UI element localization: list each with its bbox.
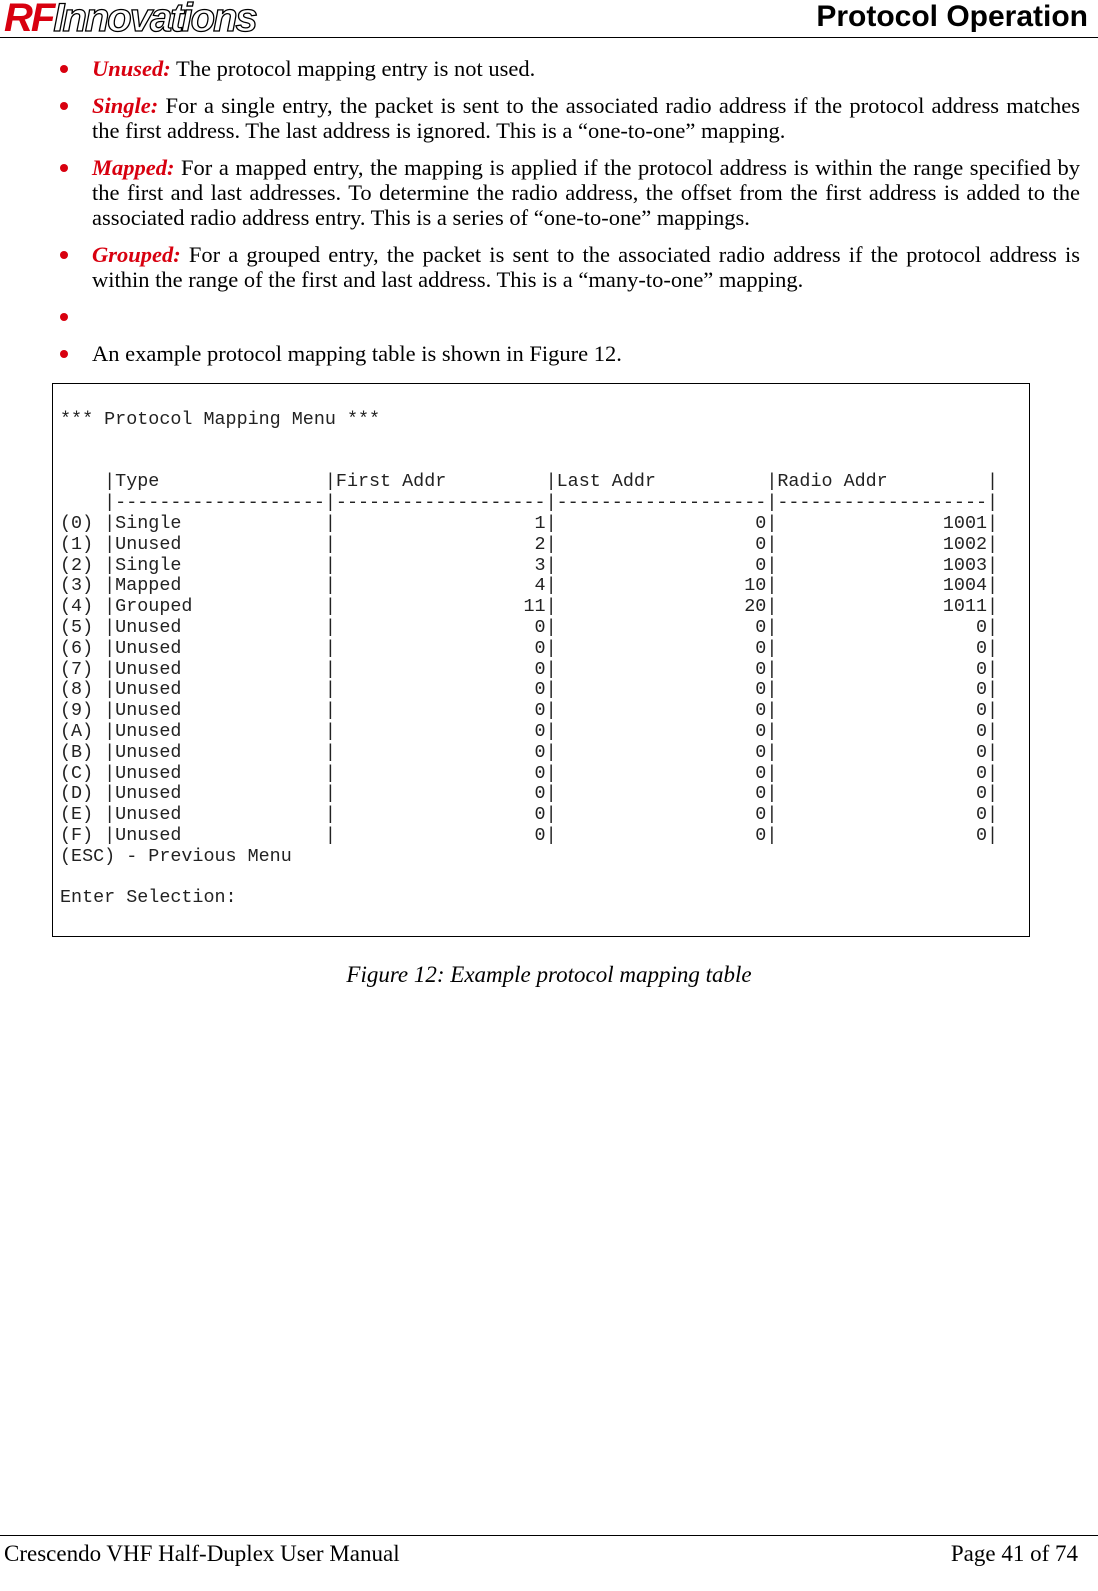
esc-option: (ESC) - Previous Menu bbox=[60, 845, 292, 867]
table-row: (7) |Unused | 0| 0| 0| bbox=[60, 658, 999, 680]
list-item-empty bbox=[0, 304, 1098, 329]
section-title: Protocol Operation bbox=[816, 0, 1088, 33]
table-row: (D) |Unused | 0| 0| 0| bbox=[60, 783, 999, 805]
figure-caption: Figure 12: Example protocol mapping table bbox=[346, 962, 752, 987]
table-row: (C) |Unused | 0| 0| 0| bbox=[60, 762, 999, 784]
page-header bbox=[0, 0, 1098, 38]
list-item-single: Single: For a single entry, the packet is sent to the associated radio address if the protocol address matches the first address. The last address is ignored. This is a “one-to-one” mapping. bbox=[0, 93, 1098, 143]
list-item-example: An example protocol mapping table is shown in Figure 12. bbox=[0, 341, 1098, 366]
table-row: (0) |Single | 1| 0| 1001| bbox=[60, 512, 999, 534]
definition-list bbox=[0, 56, 1098, 378]
footer-rule bbox=[0, 1535, 1098, 1536]
table-row: (F) |Unused | 0| 0| 0| bbox=[60, 824, 999, 846]
table-row: (E) |Unused | 0| 0| 0| bbox=[60, 804, 999, 826]
list-item-grouped: Grouped: For a grouped entry, the packet is sent to the associated radio address if the protocol address is within the range of the first and last address. This is a “many-to-one” mapping. bbox=[0, 242, 1098, 292]
table-row: (5) |Unused | 0| 0| 0| bbox=[60, 616, 999, 638]
bullet-icon bbox=[60, 164, 68, 172]
list-item-unused: Unused: The protocol mapping entry is not used. bbox=[0, 56, 1098, 81]
bullet-icon bbox=[60, 102, 68, 110]
menu-title: *** Protocol Mapping Menu *** bbox=[60, 409, 381, 430]
footer-manual-title: Crescendo VHF Half-Duplex User Manual bbox=[4, 1541, 400, 1566]
terminal-figure bbox=[52, 383, 1030, 937]
list-item-mapped: Mapped: For a mapped entry, the mapping is applied if the protocol address is within the range specified by the first and last addresses. To determine the radio address, the offset from the first address is added to the associated radio address entry. This is a series of “one-to-one” mappings. bbox=[0, 155, 1098, 230]
table-row: (1) |Unused | 2| 0| 1002| bbox=[60, 533, 999, 555]
header-rule bbox=[0, 37, 1098, 38]
table-row: (3) |Mapped | 4| 10| 1004| bbox=[60, 575, 999, 597]
terminal-text bbox=[60, 410, 998, 909]
bullet-icon bbox=[60, 313, 68, 321]
table-row: (9) |Unused | 0| 0| 0| bbox=[60, 700, 999, 722]
table-header: |Type |First Addr |Last Addr |Radio Addr | bbox=[104, 471, 999, 493]
table-row: (A) |Unused | 0| 0| 0| bbox=[60, 720, 999, 742]
rf-innovations-logo: RFInnovations bbox=[4, 0, 256, 40]
bullet-icon bbox=[60, 65, 68, 73]
selection-prompt: Enter Selection: bbox=[60, 887, 237, 909]
table-row: (4) |Grouped | 11| 20| 1011| bbox=[60, 596, 999, 618]
table-row: (B) |Unused | 0| 0| 0| bbox=[60, 741, 999, 763]
table-row: (6) |Unused | 0| 0| 0| bbox=[60, 637, 999, 659]
table-row: (8) |Unused | 0| 0| 0| bbox=[60, 679, 999, 701]
table-row: (2) |Single | 3| 0| 1003| bbox=[60, 554, 999, 576]
bullet-icon bbox=[60, 251, 68, 259]
bullet-icon bbox=[60, 350, 68, 358]
table-separator: |-------------------|-------------------|-------------------|-------------------| bbox=[104, 492, 999, 514]
footer-page-number: Page 41 of 74 bbox=[950, 1541, 1078, 1566]
